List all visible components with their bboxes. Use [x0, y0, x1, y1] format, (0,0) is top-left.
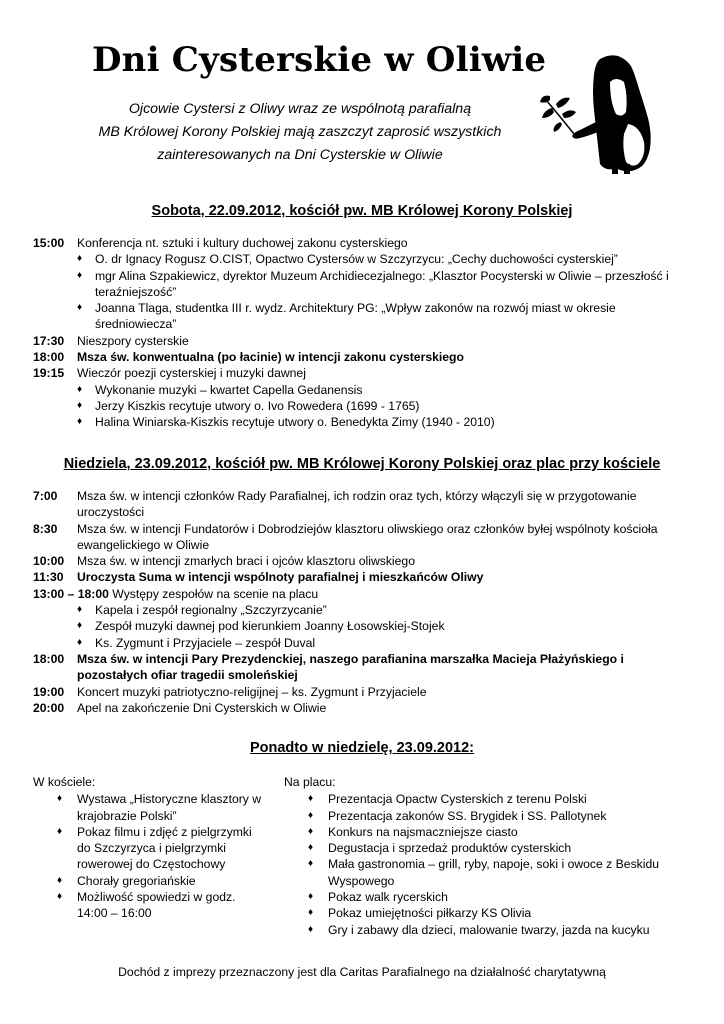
program-subitem-text: Wykonanie muzyki – kwartet Capella Gedanensis — [95, 382, 363, 397]
sunday-program — [33, 488, 673, 716]
program-row — [33, 553, 673, 569]
program-text: Uroczysta Suma w intencji wspólnoty parafialnej i mieszkańców Oliwy — [77, 570, 484, 585]
program-row — [33, 700, 673, 716]
program-subitem-text: Zespół muzyki dawnej pod kierunkiem Joanny Łosowskiej-Stojek — [95, 619, 445, 634]
list-item — [284, 791, 684, 807]
list-item-text: Pokaz walk rycerskich — [328, 890, 448, 905]
list-item — [33, 824, 263, 873]
program-row — [33, 684, 673, 700]
program-time: 10:00 — [33, 554, 65, 569]
program-time: 19:00 — [33, 684, 65, 699]
list-item — [284, 922, 684, 938]
list-item — [284, 889, 684, 905]
program-text: Nieszpory cysterskie — [77, 333, 189, 348]
list-item-text: Pokaz umiejętności piłkarzy KS Olivia — [328, 906, 532, 921]
program-row — [33, 569, 673, 585]
diamond-bullet-icon: ♦ — [77, 636, 83, 648]
program-subitem-text: Joanna Tlaga, studentka III r. wydz. Architektury PG: „Wpływ zakonów na rozwój miast w okresie średniowiecza” — [95, 301, 616, 332]
diamond-bullet-icon: ♦ — [77, 253, 83, 265]
list-item — [33, 873, 263, 889]
church-label: W kościele: — [33, 775, 96, 789]
list-item-text: Prezentacja Opactw Cysterskich z terenu Polski — [328, 792, 587, 807]
program-time: 20:00 — [33, 700, 65, 715]
diamond-bullet-icon: ♦ — [77, 620, 83, 632]
diamond-bullet-icon: ♦ — [57, 825, 63, 837]
program-row — [33, 235, 673, 251]
program-subitem — [33, 251, 673, 267]
program-subitem-text: Kapela i zespół regionalny „Szczyrzycanie” — [95, 603, 327, 618]
program-text: Msza św. w intencji Fundatorów i Dobrodziejów klasztoru oliwskiego oraz członków byłej wspólnoty kościoła ewangelickiego w Oliwie — [77, 521, 658, 552]
program-time: 11:30 — [33, 570, 64, 585]
program-text: Msza św. w intencji członków Rady Parafialnej, ich rodzin oraz tych, którzy włączyli się w przygotowanie uroczystości — [77, 489, 637, 520]
list-item-text: Degustacja i sprzedaż produktów cysterskich — [328, 841, 572, 856]
intro-line: zainteresowanych na Dni Cysterskie w Oliwie — [157, 147, 443, 163]
program-subitem — [33, 268, 673, 301]
program-subitem-text: Ks. Zygmunt i Przyjaciele – zespół Duval — [95, 635, 316, 650]
program-text: Wieczór poezji cysterskiej i muzyki dawnej — [77, 366, 306, 381]
program-text: Msza św. konwentualna (po łacinie) w intencji zakonu cysterskiego — [77, 350, 464, 365]
list-item — [284, 808, 684, 824]
list-item — [33, 889, 263, 922]
diamond-bullet-icon: ♦ — [308, 923, 314, 935]
list-item-text: Wystawa „Historyczne klasztory w krajobrazie Polski” — [77, 792, 262, 823]
program-subitem — [33, 618, 673, 634]
program-subitem — [33, 602, 673, 618]
program-text: Występy zespołów na scenie na placu — [112, 586, 319, 601]
program-time: 17:30 — [33, 333, 65, 348]
program-subitem-text: Halina Winiarska-Kiszkis recytuje utwory o. Benedykta Zimy (1940 - 2010) — [95, 415, 495, 430]
square-label: Na placu: — [284, 775, 336, 789]
program-text: Apel na zakończenie Dni Cysterskich w Oliwie — [77, 700, 327, 715]
list-item-text: Pokaz filmu i zdjęć z pielgrzymki do Szczyrzyca i pielgrzymki rowerowej do Częstochowy — [77, 824, 252, 872]
program-text: Koncert muzyki patriotyczno-religijnej – ks. Zygmunt i Przyjaciele — [77, 684, 427, 699]
program-text: Konferencja nt. sztuki i kultury duchowej zakonu cysterskiego — [77, 236, 408, 250]
diamond-bullet-icon: ♦ — [57, 874, 63, 886]
list-item — [284, 824, 684, 840]
program-subitem — [33, 300, 673, 333]
program-row — [33, 651, 673, 684]
extra-heading: Ponadto w niedzielę, 23.09.2012: — [249, 740, 475, 756]
list-item — [33, 791, 263, 824]
program-time: 7:00 — [33, 489, 58, 503]
church-column — [33, 774, 263, 922]
program-row — [33, 333, 673, 349]
monk-illustration — [536, 52, 660, 176]
diamond-bullet-icon: ♦ — [308, 907, 314, 919]
program-subitem-text: O. dr Ignacy Rogusz O.CIST, Opactwo Cystersów w Szczyrzycu: „Cechy duchowości cysterskiej” — [95, 252, 618, 267]
program-row — [33, 349, 673, 365]
program-time: 19:15 — [33, 366, 65, 381]
program-subitem-text: Jerzy Kiszkis recytuje utwory o. Ivo Rowedera (1699 - 1765) — [95, 398, 420, 413]
program-time: 18:00 — [33, 350, 65, 365]
program-time: 18:00 — [33, 651, 65, 666]
program-subitem — [33, 635, 673, 651]
diamond-bullet-icon: ♦ — [308, 842, 314, 854]
diamond-bullet-icon: ♦ — [77, 302, 83, 314]
diamond-bullet-icon: ♦ — [308, 858, 314, 870]
program-row — [33, 521, 673, 554]
intro-line: MB Królowej Korony Polskiej mają zaszczyt zaprosić wszystkich — [98, 124, 502, 140]
diamond-bullet-icon: ♦ — [77, 604, 83, 616]
program-text: Msza św. w intencji Pary Prezydenckiej, naszego parafianina marszałka Macieja Płażyńskiego i pozostałych ofiar tragedii smoleńskiej — [77, 651, 624, 683]
program-subitem-text: mgr Alina Szpakiewicz, dyrektor Muzeum Archidiecezjalnego: „Klasztor Pocysterski w Oliwie – przeszłość i teraźniejszość” — [95, 268, 669, 299]
sunday-heading: Niedziela, 23.09.2012, kościół pw. MB Królowej Korony Polskiej oraz plac przy kościele — [63, 456, 661, 472]
square-column — [284, 774, 684, 938]
program-time: 15:00 — [33, 236, 65, 250]
list-item — [284, 856, 684, 889]
program-text: Msza św. w intencji zmarłych braci i ojców klasztoru oliwskiego — [77, 554, 415, 569]
program-time: 13:00 – 18:00 — [33, 586, 109, 601]
diamond-bullet-icon: ♦ — [57, 891, 63, 903]
program-row — [33, 488, 673, 521]
diamond-bullet-icon: ♦ — [77, 399, 83, 411]
saturday-program — [33, 235, 673, 431]
intro-text — [60, 98, 540, 167]
saturday-heading: Sobota, 22.09.2012, kościół pw. MB Królowej Korony Polskiej — [151, 203, 573, 219]
diamond-bullet-icon: ♦ — [77, 416, 83, 428]
diamond-bullet-icon: ♦ — [308, 793, 314, 805]
intro-line: Ojcowie Cystersi z Oliwy wraz ze wspólnotą parafialną — [128, 101, 472, 117]
list-item — [284, 905, 684, 921]
program-subitem — [33, 382, 673, 398]
list-item-text: Możliwość spowiedzi w godz. 14:00 – 16:00 — [77, 890, 236, 921]
list-item-text: Prezentacja zakonów SS. Brygidek i SS. Pallotynek — [328, 808, 607, 823]
list-item-text: Chorały gregoriańskie — [77, 873, 196, 888]
list-item — [284, 840, 684, 856]
program-time: 8:30 — [33, 521, 58, 536]
page-title: Dni Cysterskie w Oliwie — [92, 40, 547, 80]
diamond-bullet-icon: ♦ — [308, 809, 314, 821]
diamond-bullet-icon: ♦ — [308, 825, 314, 837]
list-item-text: Konkurs na najsmaczniejsze ciasto — [328, 824, 518, 839]
diamond-bullet-icon: ♦ — [308, 891, 314, 903]
diamond-bullet-icon: ♦ — [77, 383, 83, 395]
footer-note: Dochód z imprezy przeznaczony jest dla Caritas Parafialnego na działalność charytatywną — [118, 965, 606, 979]
program-subitem — [33, 414, 673, 430]
list-item-text: Mała gastronomia – grill, ryby, napoje, soki i owoce z Beskidu Wyspowego — [328, 857, 660, 888]
program-row — [33, 586, 673, 602]
program-row — [33, 365, 673, 381]
diamond-bullet-icon: ♦ — [57, 793, 63, 805]
program-subitem — [33, 398, 673, 414]
list-item-text: Gry i zabawy dla dzieci, malowanie twarzy, jazda na kucyku — [328, 922, 650, 937]
diamond-bullet-icon: ♦ — [77, 269, 83, 281]
